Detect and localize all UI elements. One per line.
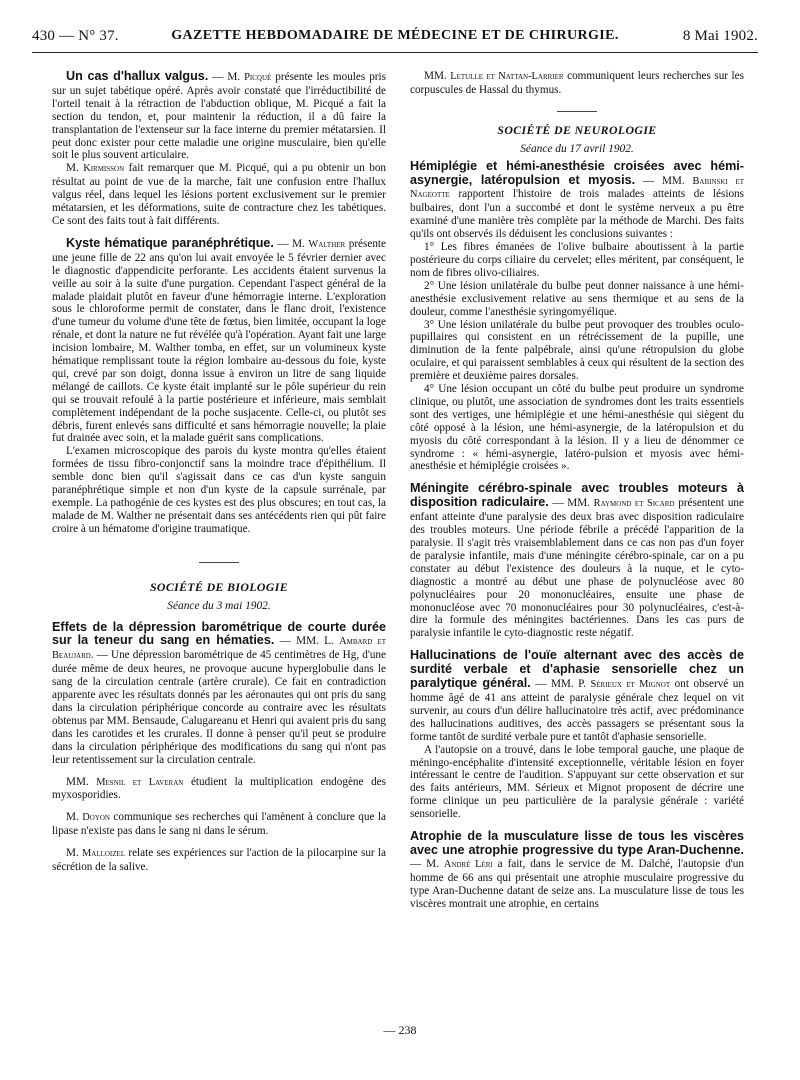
society-heading-biologie: SOCIÉTÉ DE BIOLOGIE — [149, 579, 289, 594]
lead-text: M. — [66, 847, 83, 860]
article-title: Un cas d'hallux valgus. — [66, 69, 209, 83]
issue-number: — N° 37. — [59, 28, 119, 44]
page-footer-number: — 238 — [383, 1023, 417, 1037]
article-text: rapportent l'histoire de trois malades atteints de lésions bulbaires, dont l'un a succombé et dont le système nerveux a pu être examiné d'une manière très complète par la méthode de Marchi. Des faits qu'ils ont observés ils déduisent les conclusions suivantes : — [410, 188, 744, 241]
article-title: Hémiplégie et hémi-anesthésie croisées avec hémi-asynergie, latéropulsion et myosis. — [410, 158, 744, 187]
article-kyste — [52, 237, 386, 446]
article-text: communiquent leurs recherches sur les corpuscules de Hassal du thymus. — [410, 70, 744, 96]
list-item: 1° Les fibres émanées de l'olive bulbaire aboutissent à la partie postérieure du corps ciliaire du cervelet; elles méritent, par conséquent, le nom de fibres olivo-ciliaires. — [410, 241, 744, 279]
article-text: présentent une enfant atteinte d'une paralysie des deux bras avec disposition radiculaire des troubles moteurs. Une période fébrile a précédé l'apparition de la paralysie. Il s'agit très vraisemblablement dans ce cas non pas d'un foyer de paralysie infantile, mais d'une méningite cérébro-spinale, car on a pu constater au début l'existence des douleurs à la nuque, et le cyto-diagnostic a montré au début une phase de polynucléose avec 80 polynucléaires pour 20 mononucléaires, ensuite une phase de mononucléose avec 70 mononucléaires pour 30 polynucléaires, c'est-à-dire la formule des méningites bactériennes. Dans les cas purs de paralysie infantile le cyto-diagnostic reste négatif. — [410, 497, 744, 640]
lead-text: MM. — [66, 775, 97, 788]
journal-title: GAZETTE HEBDOMADAIRE DE MÉDECINE ET DE CHIRURGIE. — [171, 28, 619, 43]
author-names: Mesnil et Laveran — [96, 776, 184, 788]
article-letulle — [410, 70, 744, 97]
seance-date-neurologie: Séance du 17 avril 1902. — [520, 142, 634, 155]
running-header — [32, 28, 758, 53]
author-name: Kirmisson — [83, 163, 125, 175]
separator: — M. — [410, 857, 444, 870]
author-name: André Léri — [443, 858, 493, 870]
separator: — MM. P. — [530, 678, 591, 691]
article-mesnil — [52, 776, 386, 803]
article-meningite — [410, 482, 744, 640]
article-hallux — [52, 70, 386, 162]
article-text: communique ses recherches qui l'amènent à conclure que la lipase n'existe pas dans le sang ni dans le sérum. — [52, 811, 386, 838]
issue-date: 8 Mai 1902. — [682, 28, 758, 44]
article-title: Hallucinations de l'ouïe alternant avec des accès de surdité verbale et d'aphasie sensorielle chez un paralytique général. — [410, 648, 744, 691]
separator: — MM. — [635, 174, 693, 187]
author-name: Picqué — [244, 72, 272, 83]
lead-text: M. — [66, 811, 83, 824]
article-doyon — [52, 811, 386, 838]
author-name: Doyon — [82, 812, 110, 824]
page-number: 430 — [32, 28, 56, 44]
lead-text: MM. — [424, 70, 451, 82]
article-text: présente une jeune fille de 22 ans qu'on lui avait envoyée le 5 février dernier avec le diagnostic d'appendicite perforante. Les accidents étaient survenus la veille au soir à la suite d'une purgation. Cependant l'aspect général de la malade plaidait plutôt en faveur d'une hémorragie interne. L'exploration sous le chloroforme permit de constater, dans le flanc droit, l'existence d'une tumeur du volume d'une tête de fœtus, bien limitée, occupant la loge rénale, et dont la nature ne fut révélée qu'à l'opération. Ayant fait une large incision lombaire, M. Walther tomba, en effet, sur un volumineux kyste hématique remplissant toute la région lombaire au-dessous du foie, kyste qui, crevé par son doigt, donna issue à environ un litre de sang liquide mélangé de caillots. Ce kyste était implanté sur le pôle supérieur du rein qui se trouvait refoulé à la partie postérieure et inférieure, mais semblait complètement indépendant de la poche susjacente. Celle-ci, ou plutôt ses débris, furent enlevés sans difficulté et sans hémorragie nouvelle; la plaie fut drainée avec soin, et la malade guérit sans complications. — [52, 237, 386, 445]
article-hallucinations — [410, 649, 744, 743]
author-names: Ambard et Beaujard — [52, 636, 386, 662]
author-names: Letulle et Nattan-Larrier — [450, 71, 564, 82]
article-atrophie — [410, 830, 744, 910]
separator: — MM. — [548, 497, 594, 510]
separator: — MM. L. — [274, 635, 340, 648]
society-heading-neurologie: SOCIÉTÉ DE NEUROLOGIE — [497, 122, 657, 137]
article-title: Atrophie de la musculature lisse de tous les viscères avec une atrophie progressive du type Aran-Duchenne. — [410, 829, 744, 857]
article-text: a fait, dans le service de M. Dalché, l'autopsie d'un homme de 66 ans qui présentait une atrophie musculaire progressive du type Aran-Duchenne datant de seize ans. La musculature lisse de tous les viscères montrait une atrophie, en certains — [410, 857, 744, 910]
list-item: 3° Une lésion unilatérale du bulbe peut provoquer des troubles oculo-pupillaires qui consistent en un rétrécissement de la pupille, une diminution de la fente palpébrale, ainsi qu'une rétropulsion du globe oculaire, et qui paraissent semblables à ceux qui résultent de la section des première et deuxième paires dorsales. — [410, 318, 744, 383]
article-hemiplegie — [410, 160, 744, 241]
lead-text: M. — [66, 162, 84, 175]
article-title: Kyste hématique paranéphrétique. — [66, 235, 274, 250]
right-column — [410, 70, 744, 910]
article-text: relate ses expériences sur l'action de la pilocarpine sur la sécrétion de la salive. — [52, 847, 386, 874]
article-effets — [52, 621, 386, 767]
article-text: . — Une dépression barométrique de 45 centimètres de Hg, d'une durée même de deux heures, ne provoque aucune hyperglobulie dans le sang de la circulation centrale (artère crurale). Ce fait en contradiction apparente avec les résultats donnés par les aéronautes qui ont pris du sang dans la circulation périphérique concorde au contraire avec les résultats obtenus par MM. Bensaude, Calugareanu et Henri qui avaient pris du sang dans les carotides et les crurales. Il donne à penser qu'il peut se produire dans la circulation périphérique des modifications du sang qui n'ont pas leur retentissement sur la circulation centrale. — [52, 649, 386, 766]
conclusions-list — [410, 241, 744, 473]
separator: — M. — [273, 237, 309, 250]
separator: — M. — [208, 71, 245, 83]
article-title: Effets de la dépression barométrique de courte durée sur la teneur du sang en hématies. — [52, 619, 386, 648]
author-names: Raymond et Sicard — [593, 498, 675, 510]
article-title: Méningite cérébro-spinale avec troubles moteurs à disposition radiculaire. — [410, 481, 744, 510]
article-kirmisson — [52, 162, 386, 228]
author-names: Sérieux et Mignot — [590, 679, 671, 691]
article-hallucinations-cont: A l'autopsie on a trouvé, dans le lobe temporal gauche, une plaque de méningo-encéphalite d'intensité exceptionnelle, véritable lésion en foyer intéressant le centre de l'audition. S'appuyant sur cette observation et sur des faits antérieurs, MM. Sérieux et Mignot proposent de décrire une forme clinique un peu particulière de la paralysie générale : variété sensorielle. — [410, 743, 744, 821]
list-item: 4° Une lésion occupant un côté du bulbe peut produire un syndrome clinique, ou plutôt, une association de syndromes dont les traits essentiels sont des vertiges, une hémiplégie et une hémi-anesthésie qui siègent du côté opposé à la lésion, une hémi-asynergie, de la latéropulsion et du myosis du côté correspondant à la lésion. Il y a lieu de dénommer ce syndrome : « hémi-asynergie, latéro-pulsion et myosis avec hémi-anesthésie et hémiplégie croisées ». — [410, 383, 744, 473]
left-column — [52, 70, 386, 874]
seance-date-biologie: Séance du 3 mai 1902. — [167, 599, 271, 612]
article-text: ont observé un homme âgé de 41 ans atteint de paralysie générale chez lequel on vit survenir, au cours d'un délire hallucinatoire très actif, avec prédominance des hallucinations auditives, des accès passagers se présentant sous la forme tantôt de surdité verbale pure et tantôt d'aphasie sensorielle. — [410, 678, 744, 743]
article-text: étudient la multiplication endogène des myxosporidies. — [52, 775, 386, 802]
article-text: présente les moules pris sur un sujet tabétique opéré. Après avoir constaté que l'irréductibilité de l'orteil tenait à la rétraction de l'abduction oblique, M. Picqué a fait la section du tendon, et, pour maintenir la réduction, il a dû faire la transplantation de l'extenseur sur la face interne du premier métatarsien. Il peut donc exister pour cette maladie une origine musculaire, bien qu'elle soit le plus souvent articulaire. — [52, 71, 386, 162]
author-names: Babinski et Nageotte — [410, 175, 744, 201]
section-divider — [557, 111, 597, 112]
author-name: Walther — [308, 238, 346, 250]
list-item: 2° Une lésion unilatérale du bulbe peut donner naissance à une hémi-anesthésie exclusivement relative au sens thermique et au sens de la douleur, comme l'anesthésie syringomyélique. — [410, 279, 744, 318]
article-text: fait remarquer que M. Picqué, qui a pu obtenir un bon résultat au point de vue de la marche, fait une confusion entre l'hallux valgus réel, dans lequel les lésions portent exclusivement sur le premier métatarsien, et les déformations, suite de contracture chez les tabétiques. Ce sont des faits tout à fait différents. — [52, 162, 387, 227]
section-divider — [199, 562, 239, 563]
article-kyste-cont: L'examen microscopique des parois du kyste montra qu'elles étaient formées de tissu fibro-conjonctif sans la moindre trace d'épithélium. Il semble donc bien qu'il s'agissait dans ce cas d'un kyste sanguin paranéphrétique simple et non d'un kyste de la capsule surrénale, par exemple. La pathogénie de ces kystes est des plus obscures; en tout cas, la malade de M. Walther ne présentait dans ses antécédents rien qui pût faire croire à un hématome d'origine traumatique. — [52, 445, 386, 535]
author-name: Malloizel — [82, 848, 126, 860]
article-malloizel — [52, 847, 386, 874]
